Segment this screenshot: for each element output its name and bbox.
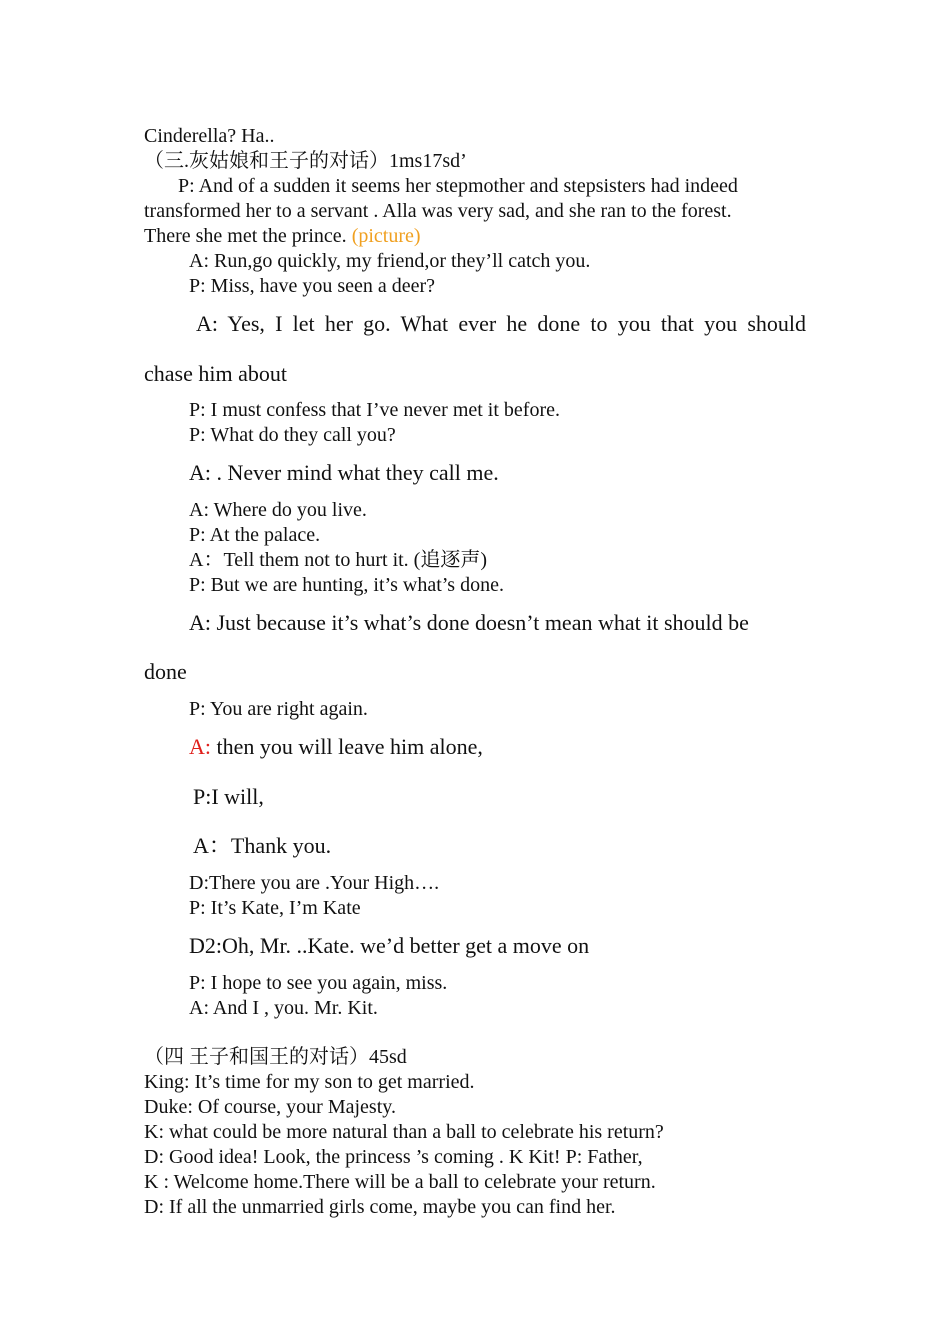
dialogue-line: A: Yes, I let her go. What ever he done to you that you should xyxy=(196,311,806,336)
dialogue-line xyxy=(189,733,483,761)
text-span: There she met the prince. xyxy=(144,225,347,247)
dialogue-line: P: I must confess that I’ve never met it before. xyxy=(189,399,560,421)
dialogue-line: P: You are right again. xyxy=(189,698,368,720)
dialogue-line: A: . Never mind what they call me. xyxy=(189,460,499,485)
dialogue-line: P:I will, xyxy=(193,784,264,809)
dialogue-line: P: Miss, have you seen a deer? xyxy=(189,275,436,297)
dialogue-line: D:There you are .Your High…. xyxy=(189,872,440,894)
dialogue-line: A: Just because it’s what’s done doesn’t mean what it should be xyxy=(189,610,749,635)
dialogue-line: P: What do they call you? xyxy=(189,424,396,446)
dialogue-line: Duke: Of course, your Majesty. xyxy=(144,1096,396,1118)
speaker-label: A: xyxy=(189,734,211,759)
text-span: then you will leave him alone, xyxy=(216,734,483,759)
text-line: P: And of a sudden it seems her stepmother and stepsisters had indeed xyxy=(178,175,738,197)
dialogue-line: K : Welcome home.There will be a ball to celebrate your return. xyxy=(144,1171,656,1193)
dialogue-line: P: At the palace. xyxy=(189,524,321,546)
dialogue-line: King: It’s time for my son to get married. xyxy=(144,1071,475,1093)
text-line: Cinderella? Ha.. xyxy=(144,125,275,147)
text-line: transformed her to a servant . Alla was very sad, and she ran to the forest. xyxy=(144,200,732,222)
dialogue-line: D: Good idea! Look, the princess ’s coming . K Kit! P: Father, xyxy=(144,1146,643,1168)
dialogue-line: A: And I , you. Mr. Kit. xyxy=(189,997,378,1019)
text-line xyxy=(144,224,421,249)
dialogue-line: A：Tell them not to hurt it. (追逐声) xyxy=(189,549,488,571)
section-heading: （四 王子和国王的对话）45sd xyxy=(144,1046,407,1068)
section-heading: （三.灰姑娘和王子的对话）1ms17sd’ xyxy=(144,150,467,172)
dialogue-line: D: If all the unmarried girls come, maybe you can find her. xyxy=(144,1196,616,1218)
dialogue-line: A: Where do you live. xyxy=(189,499,367,521)
dialogue-line: P: It’s Kate, I’m Kate xyxy=(189,897,361,919)
dialogue-line: P: I hope to see you again, miss. xyxy=(189,972,448,994)
dialogue-line: A: Run,go quickly, my friend,or they’ll catch you. xyxy=(189,250,591,272)
dialogue-line: K: what could be more natural than a ball to celebrate his return? xyxy=(144,1121,664,1143)
dialogue-line: chase him about xyxy=(144,361,287,386)
dialogue-line: P: But we are hunting, it’s what’s done. xyxy=(189,574,504,596)
dialogue-line: A：Thank you. xyxy=(193,833,332,858)
picture-note: (picture) xyxy=(351,225,421,247)
dialogue-line: done xyxy=(144,659,187,684)
dialogue-line: D2:Oh, Mr. ..Kate. we’d better get a move on xyxy=(189,933,590,958)
